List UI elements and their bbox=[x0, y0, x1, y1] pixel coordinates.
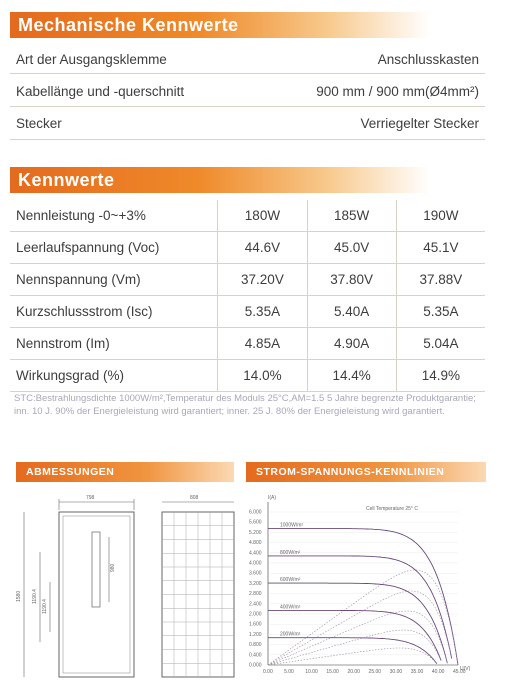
x-tick-label: 10.00 bbox=[305, 669, 318, 675]
kennwerte-table bbox=[10, 200, 485, 392]
iv-chart bbox=[248, 490, 486, 685]
param-value: 5.35A bbox=[396, 296, 485, 328]
table-row bbox=[10, 200, 485, 232]
param-label: Kurzschlussstrom (Isc) bbox=[10, 296, 218, 328]
y-tick-label: 0.000 bbox=[249, 662, 262, 669]
junction-box bbox=[92, 532, 100, 607]
x-axis-label: U(V) bbox=[460, 666, 471, 672]
power-curve bbox=[268, 591, 452, 665]
mech-row-value: Verriegelter Stecker bbox=[360, 116, 479, 131]
param-value: 180W bbox=[218, 200, 307, 232]
mech-row-label: Kabellänge und -querschnitt bbox=[16, 84, 185, 99]
param-label: Leerlaufspannung (Voc) bbox=[10, 232, 218, 264]
kenn-title: Kennwerte bbox=[18, 170, 115, 190]
kenn-title-band bbox=[10, 167, 430, 193]
param-value: 14.4% bbox=[307, 360, 396, 392]
mech-row-label: Art der Ausgangsklemme bbox=[16, 52, 167, 67]
x-tick-label: 40.00 bbox=[431, 669, 445, 675]
x-tick-label: 5.00 bbox=[284, 669, 294, 675]
curve-label: 200W/m² bbox=[280, 631, 301, 638]
y-tick-label: 3.600 bbox=[249, 570, 262, 577]
iv-curve bbox=[268, 638, 437, 664]
mech-row-value: Anschlusskasten bbox=[377, 52, 479, 67]
dims-title: ABMESSUNGEN bbox=[26, 466, 115, 478]
x-tick-label: 15.00 bbox=[326, 669, 339, 675]
curve-label: 400W/m² bbox=[280, 604, 301, 611]
mech-title-band bbox=[10, 12, 430, 38]
power-curve bbox=[268, 570, 458, 665]
iv-title: STROM-SPANNUNGS-KENNLINIEN bbox=[256, 466, 445, 478]
y-tick-label: 5.200 bbox=[249, 529, 262, 536]
mech-row-label: Stecker bbox=[16, 116, 62, 131]
x-tick-label: 20.00 bbox=[347, 669, 360, 675]
param-label: Nennstrom (Im) bbox=[10, 328, 218, 360]
power-curve bbox=[268, 648, 437, 665]
inner-dimension-a: 980 bbox=[110, 563, 116, 572]
y-tick-label: 0.400 bbox=[249, 652, 262, 659]
inner-dimension-b: 1190.4 bbox=[32, 589, 38, 604]
curve-label: 600W/m² bbox=[280, 577, 301, 584]
curve-label: 800W/m² bbox=[280, 549, 301, 556]
chart-legend: Cell Temperature 25° C bbox=[366, 506, 418, 512]
param-value: 14.0% bbox=[218, 360, 307, 392]
iv-title-band bbox=[246, 462, 486, 482]
dimension-drawing bbox=[14, 492, 239, 682]
inner-dimension-c: 1190.4 bbox=[42, 599, 48, 614]
param-value: 44.6V bbox=[218, 232, 307, 264]
param-value: 37.80V bbox=[307, 264, 396, 296]
divider bbox=[10, 106, 485, 107]
y-tick-label: 2.400 bbox=[249, 601, 262, 608]
y-tick-label: 0.800 bbox=[249, 642, 262, 649]
x-tick-label: 0.00 bbox=[263, 669, 273, 675]
param-value: 4.85A bbox=[218, 328, 307, 360]
y-tick-label: 1.200 bbox=[249, 631, 262, 638]
param-value: 5.04A bbox=[396, 328, 485, 360]
dims-title-band bbox=[16, 462, 234, 482]
x-tick-label: 30.00 bbox=[389, 669, 403, 675]
mech-title: Mechanische Kennwerte bbox=[18, 15, 239, 35]
param-value: 37.88V bbox=[396, 264, 485, 296]
table-row bbox=[10, 360, 485, 392]
param-value: 185W bbox=[307, 200, 396, 232]
param-value: 37.20V bbox=[218, 264, 307, 296]
param-label: Wirkungsgrad (%) bbox=[10, 360, 218, 392]
side-width-label: 808 bbox=[190, 495, 199, 501]
width-dimension-label: 798 bbox=[86, 495, 95, 501]
param-value: 14.9% bbox=[396, 360, 485, 392]
param-value: 4.90A bbox=[307, 328, 396, 360]
curve-label: 1000W/m² bbox=[280, 522, 304, 529]
x-tick-label: 35.00 bbox=[410, 669, 424, 675]
table-row bbox=[10, 264, 485, 296]
x-tick-label: 25.00 bbox=[368, 669, 382, 675]
table-row bbox=[10, 232, 485, 264]
param-value: 45.0V bbox=[307, 232, 396, 264]
table-row bbox=[10, 296, 485, 328]
param-value: 190W bbox=[396, 200, 485, 232]
x-tick-label: 45.00 bbox=[453, 669, 466, 675]
y-tick-label: 3.200 bbox=[249, 580, 262, 587]
y-tick-label: 2.000 bbox=[249, 611, 262, 618]
y-tick-label: 2.800 bbox=[249, 591, 262, 598]
param-value: 5.35A bbox=[218, 296, 307, 328]
y-tick-label: 4.400 bbox=[249, 550, 262, 557]
table-row bbox=[10, 328, 485, 360]
stc-footnote: STC:Bestrahlungsdichte 1000W/m²,Temperatur des Moduls 25°C,AM=1.5 5 Jahre begrenzte Produktgarantie; inn. 10 J. 90% der Energieleistung wird garantiert; inner. 25 J. 80% der Energieleistung wird garantiert. bbox=[14, 393, 476, 417]
y-tick-label: 4.000 bbox=[249, 560, 262, 567]
divider bbox=[10, 73, 485, 74]
mech-row-value: 900 mm / 900 mm(Ø4mm²) bbox=[316, 84, 479, 99]
y-tick-label: 4.800 bbox=[249, 540, 262, 547]
param-label: Nennspannung (Vm) bbox=[10, 264, 218, 296]
y-axis-label: I(A) bbox=[268, 495, 277, 501]
y-tick-label: 6.000 bbox=[249, 509, 262, 516]
param-value: 45.1V bbox=[396, 232, 485, 264]
param-value: 5.40A bbox=[307, 296, 396, 328]
param-label: Nennleistung -0~+3% bbox=[10, 200, 218, 232]
y-tick-label: 1.600 bbox=[249, 621, 262, 628]
height-dimension-label: 1580 bbox=[16, 590, 22, 602]
divider bbox=[10, 139, 485, 140]
panel-front-outline bbox=[59, 512, 134, 677]
y-tick-label: 5.600 bbox=[249, 519, 262, 526]
